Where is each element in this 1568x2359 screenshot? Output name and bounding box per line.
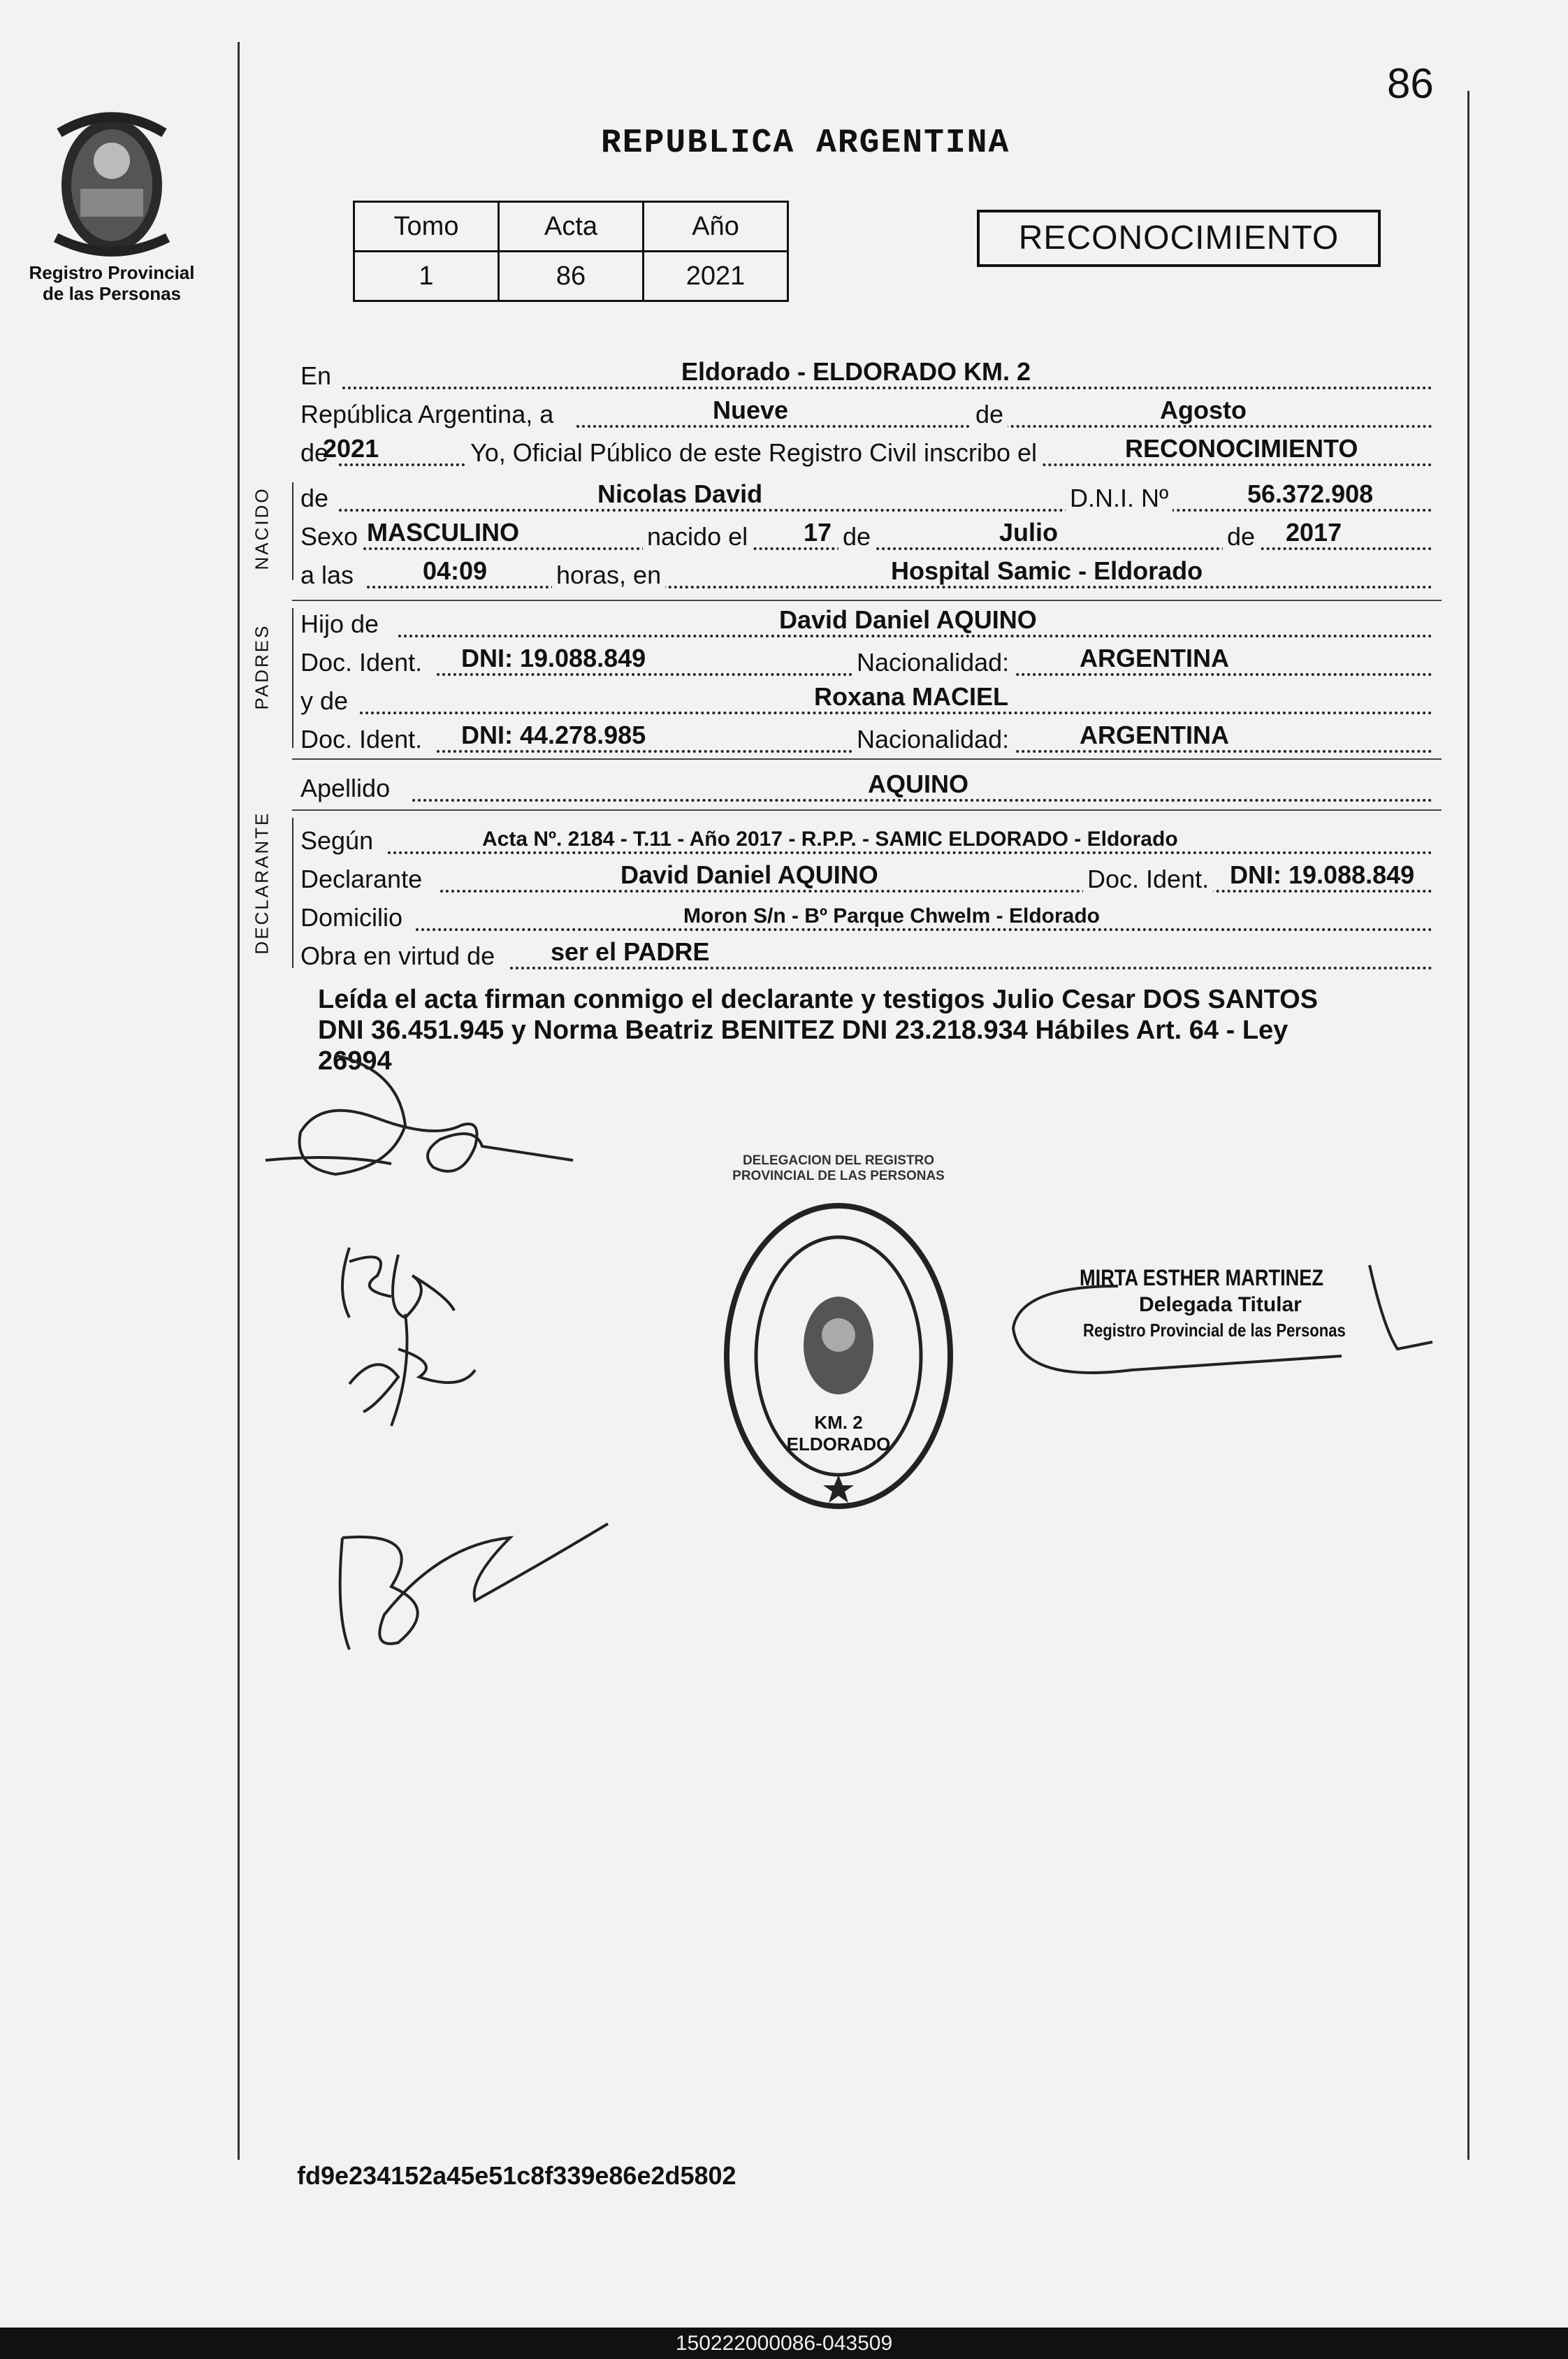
dotted-line xyxy=(510,967,1432,969)
value-obra: ser el PADRE xyxy=(551,937,710,966)
seal-ring-text: DELEGACION DEL REGISTRO PROVINCIAL DE LAS PERSONAS xyxy=(732,1153,945,1183)
value-father-nationality: ARGENTINA xyxy=(1080,644,1229,672)
record-table xyxy=(353,201,789,302)
right-margin-line xyxy=(1467,91,1469,2160)
seal-inner-text: KM. 2 ELDORADO xyxy=(786,1412,891,1455)
header-acta: Acta xyxy=(499,202,644,252)
label-de: de xyxy=(300,484,329,512)
value-segun: Acta Nº. 2184 - T.11 - Año 2017 - R.P.P. - SAMIC ELDORADO - Eldorado xyxy=(482,828,1178,851)
dotted-line xyxy=(339,509,1432,512)
label-a-las: a las xyxy=(300,561,354,589)
value-declarant-dni: DNI: 19.088.849 xyxy=(1230,860,1415,889)
official-role: Delegada Titular xyxy=(1139,1293,1302,1316)
dotted-line xyxy=(416,928,1432,931)
value-birth-month: Julio xyxy=(999,518,1059,547)
dotted-line xyxy=(412,799,1432,802)
dotted-line xyxy=(367,586,1432,589)
document-title: REPUBLICA ARGENTINA xyxy=(601,124,1010,162)
row-nacido-name xyxy=(300,475,1439,514)
padres-bracket xyxy=(292,608,293,748)
label-declarante: Declarante xyxy=(300,865,423,893)
divider-apellido-declarante xyxy=(292,809,1442,811)
value-birth-year: 2017 xyxy=(1286,518,1342,547)
value-month: Agosto xyxy=(1160,396,1247,424)
header-tomo: Tomo xyxy=(354,202,499,252)
scan-footer-code: 150222000086-043509 xyxy=(0,2328,1568,2359)
logo-caption-line2: de las Personas xyxy=(43,283,181,304)
label-doc-declarante: Doc. Ident. xyxy=(1083,865,1213,894)
row-officer xyxy=(300,430,1439,469)
page-number: 86 xyxy=(1387,60,1434,107)
value-act: RECONOCIMIENTO xyxy=(1125,434,1358,463)
label-republica: República Argentina, a xyxy=(300,400,554,428)
province-coat-of-arms-icon xyxy=(42,105,182,259)
label-de2: de xyxy=(300,438,329,467)
label-hijo-de: Hijo de xyxy=(300,609,379,638)
label-en: En xyxy=(300,361,332,390)
label-y-de: y de xyxy=(300,686,349,715)
dotted-line xyxy=(363,547,1432,550)
closing-line-3: 26994 xyxy=(318,1046,392,1076)
dotted-line xyxy=(440,890,1432,893)
left-margin-line xyxy=(238,42,240,2160)
label-segun: Según xyxy=(300,826,374,855)
value-place: Eldorado - ELDORADO KM. 2 xyxy=(681,357,1031,386)
value-mother-name: Roxana MACIEL xyxy=(814,682,1009,711)
value-birth-day: 17 xyxy=(804,518,832,547)
row-apellido xyxy=(300,765,1439,805)
row-domicilio xyxy=(300,895,1439,934)
row-nacido-hora xyxy=(300,552,1439,591)
row-y-de xyxy=(300,678,1439,717)
value-time: 04:09 xyxy=(423,556,488,585)
dotted-line xyxy=(388,851,1432,854)
value-father-dni: DNI: 19.088.849 xyxy=(461,644,646,672)
label-doc2: Doc. Ident. xyxy=(300,725,423,753)
dotted-line xyxy=(398,635,1432,637)
row-doc1 xyxy=(300,640,1439,679)
value-mother-dni: DNI: 44.278.985 xyxy=(461,721,646,749)
nacido-bracket xyxy=(292,482,293,580)
official-stamp xyxy=(1006,1244,1439,1370)
row-segun xyxy=(300,818,1439,857)
label-dni: D.N.I. Nº xyxy=(1066,484,1173,513)
dotted-line xyxy=(342,387,1432,389)
document-hash: fd9e234152a45e51c8f339e86e2d5802 xyxy=(297,2161,736,2190)
label-apellido: Apellido xyxy=(300,774,391,802)
signature-witness-2 xyxy=(335,1307,489,1433)
value-anio: 2021 xyxy=(644,252,788,301)
closing-line-2: DNI 36.451.945 y Norma Beatriz BENITEZ DNI 23.218.934 Hábiles Art. 64 - Ley xyxy=(318,1016,1288,1045)
row-hijo-de xyxy=(300,601,1439,640)
label-de-month: de xyxy=(839,522,875,551)
signature-declarant xyxy=(252,1041,587,1223)
label-de: de xyxy=(971,400,1008,429)
value-domicilio: Moron S/n - Bº Parque Chwelm - Eldorado xyxy=(683,904,1100,928)
value-day: Nueve xyxy=(713,396,789,424)
label-de-year: de xyxy=(1223,522,1259,551)
label-nac2: Nacionalidad: xyxy=(852,725,1013,754)
value-child-dni: 56.372.908 xyxy=(1247,479,1374,508)
label-nacido-el: nacido el xyxy=(643,522,752,551)
value-birth-place: Hospital Samic - Eldorado xyxy=(891,556,1203,585)
value-declarant-name: David Daniel AQUINO xyxy=(620,860,878,889)
official-office: Registro Provincial de las Personas xyxy=(1083,1320,1346,1341)
value-sexo: MASCULINO xyxy=(367,518,519,547)
section-label-padres: PADRES xyxy=(251,623,273,710)
value-father-name: David Daniel AQUINO xyxy=(779,605,1037,634)
value-tomo: 1 xyxy=(354,252,499,301)
label-horas-en: horas, en xyxy=(552,561,665,590)
row-obra xyxy=(300,933,1439,972)
value-child-name: Nicolas David xyxy=(597,479,763,508)
declarante-bracket xyxy=(292,818,293,968)
row-republica xyxy=(300,391,1439,431)
section-label-nacido: NACIDO xyxy=(251,486,273,570)
row-declarante xyxy=(300,856,1439,895)
registry-seal-icon xyxy=(720,1195,957,1517)
row-nacido-sexo xyxy=(300,514,1439,553)
signature-official xyxy=(328,1510,622,1657)
label-domicilio: Domicilio xyxy=(300,903,403,932)
label-doc1: Doc. Ident. xyxy=(300,648,423,677)
round-seal xyxy=(720,1153,957,1517)
row-doc2 xyxy=(300,716,1439,756)
header-anio: Año xyxy=(644,202,788,252)
logo-caption-line1: Registro Provincial xyxy=(29,262,195,283)
value-year: 2021 xyxy=(323,434,379,463)
label-nac1: Nacionalidad: xyxy=(852,648,1013,677)
row-en xyxy=(300,353,1439,392)
label-obra: Obra en virtud de xyxy=(300,942,495,970)
divider-padres-apellido xyxy=(292,758,1442,760)
label-sexo: Sexo xyxy=(300,522,358,551)
section-label-declarante: DECLARANTE xyxy=(251,811,273,955)
official-name: MIRTA ESTHER MARTINEZ xyxy=(1080,1265,1324,1290)
closing-line-1: Leída el acta firman conmigo el declarante y testigos Julio Cesar DOS SANTOS xyxy=(318,985,1319,1014)
value-acta: 86 xyxy=(499,252,644,301)
logo-caption xyxy=(21,262,203,304)
value-surname: AQUINO xyxy=(868,770,968,798)
value-mother-nationality: ARGENTINA xyxy=(1080,721,1229,749)
officer-text: Yo, Oficial Público de este Registro Civil inscribo el xyxy=(465,438,1043,468)
dotted-line xyxy=(360,712,1432,714)
record-type-box: RECONOCIMIENTO xyxy=(977,210,1381,267)
province-logo xyxy=(42,105,182,259)
